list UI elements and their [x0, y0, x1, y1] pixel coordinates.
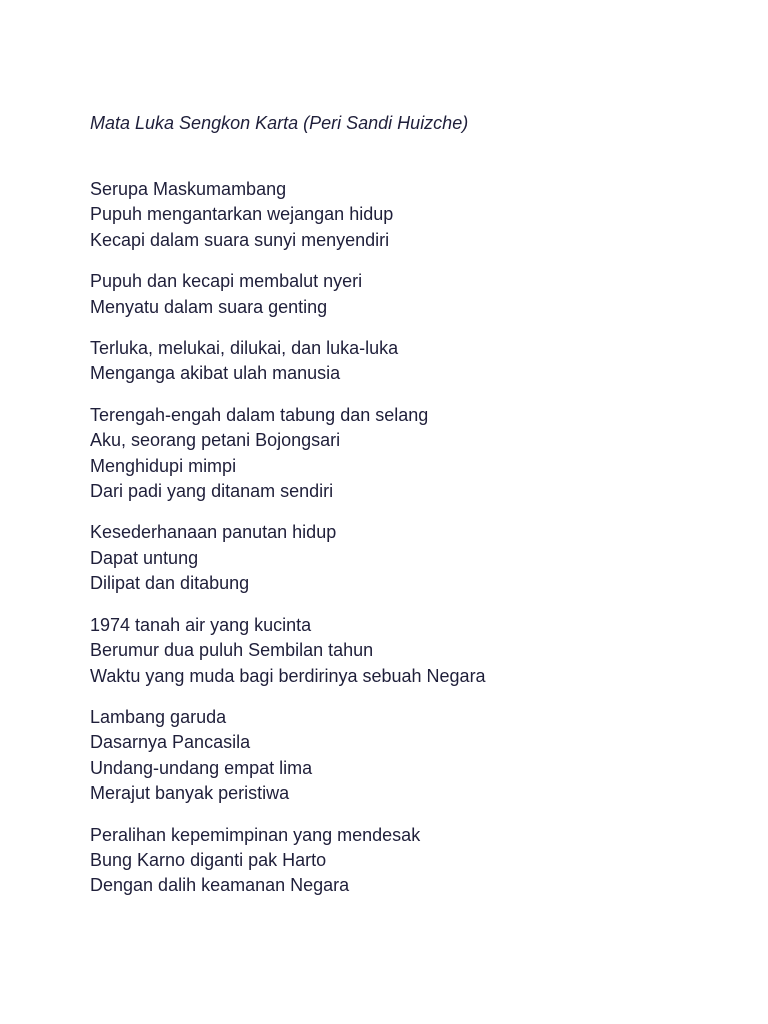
- poem-line: Menghidupi mimpi: [90, 455, 237, 476]
- poem-line: Bung Karno diganti pak Harto: [90, 849, 327, 870]
- poem-line: Dasarnya Pancasila: [90, 732, 251, 753]
- poem-line: Lambang garuda: [90, 706, 227, 727]
- poem-line: Aku, seorang petani Bojongsari: [90, 430, 341, 451]
- stanza-4: [90, 403, 768, 505]
- poem-line: Dilipat dan ditabung: [90, 573, 250, 594]
- stanza-8: [90, 823, 768, 899]
- poem-line: Merajut banyak peristiwa: [90, 783, 290, 804]
- stanza-6: [90, 613, 768, 689]
- poem-line: Menyatu dalam suara genting: [90, 296, 328, 317]
- stanza-5: [90, 520, 768, 596]
- poem-line: Serupa Maskumambang: [90, 179, 287, 199]
- poem-line: Berumur dua puluh Sembilan tahun: [90, 640, 374, 661]
- stanza-2: [90, 269, 768, 320]
- poem-line: Menganga akibat ulah manusia: [90, 363, 341, 384]
- poem-line: Kesederhanaan panutan hidup: [90, 522, 337, 543]
- poem-line: Dengan dalih keamanan Negara: [90, 875, 350, 896]
- poem-line: Undang-undang empat lima: [90, 757, 313, 778]
- stanza-7: [90, 705, 768, 807]
- poem-line: Dapat untung: [90, 547, 199, 568]
- poem-title: Mata Luka Sengkon Karta (Peri Sandi Huizche): [90, 113, 469, 133]
- poem-line: 1974 tanah air yang kucinta: [90, 614, 312, 635]
- poem-line: Waktu yang muda bagi berdirinya sebuah Negara: [90, 665, 486, 686]
- poem-line: Pupuh mengantarkan wejangan hidup: [90, 204, 394, 225]
- stanza-3: [90, 336, 768, 387]
- poem-line: Terluka, melukai, dilukai, dan luka-luka: [90, 338, 399, 359]
- poem-line: Terengah-engah dalam tabung dan selang: [90, 404, 429, 425]
- stanza-1: [90, 177, 768, 253]
- poem-line: Dari padi yang ditanam sendiri: [90, 481, 334, 502]
- poem-line: Peralihan kepemimpinan yang mendesak: [90, 824, 421, 845]
- poem-line: Pupuh dan kecapi membalut nyeri: [90, 271, 363, 292]
- poem-line: Kecapi dalam suara sunyi menyendiri: [90, 229, 390, 250]
